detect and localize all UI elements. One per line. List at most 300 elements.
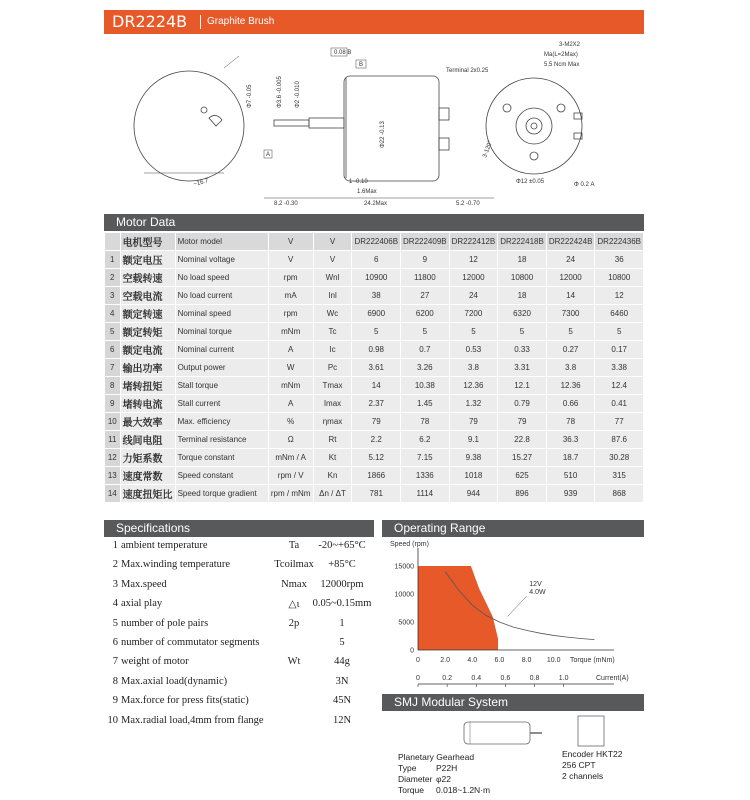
value-cell: 3.8 bbox=[450, 359, 498, 376]
value-cell: 5 bbox=[450, 323, 498, 340]
param-cn: 力矩系数 bbox=[121, 449, 175, 466]
value-cell: 7300 bbox=[547, 305, 595, 322]
param-cn: 速度扭矩比 bbox=[121, 485, 175, 502]
value-cell: 1.45 bbox=[401, 395, 449, 412]
value-cell: 0.27 bbox=[547, 341, 595, 358]
value-cell: 5 bbox=[498, 323, 546, 340]
x-tick-label: 0 bbox=[416, 657, 420, 664]
model-cell: DR222412B bbox=[450, 233, 498, 250]
value-cell: 12 bbox=[450, 251, 498, 268]
value-cell: 3.38 bbox=[595, 359, 643, 376]
drawing-dim: Ma(L=2Max) bbox=[544, 52, 578, 58]
gearhead-spec-value: P22H bbox=[436, 763, 458, 773]
value-cell: 7.15 bbox=[401, 449, 449, 466]
param-symbol: Imax bbox=[314, 395, 352, 412]
value-cell: 36.3 bbox=[547, 431, 595, 448]
spec-number: 9 bbox=[112, 695, 118, 707]
value-cell: 1018 bbox=[450, 467, 498, 484]
value-cell: 6 bbox=[352, 251, 400, 268]
spec-number: 2 bbox=[112, 559, 118, 571]
spec-value: +85°C bbox=[328, 559, 356, 571]
spec-row bbox=[104, 618, 374, 637]
header-unit: V bbox=[269, 233, 313, 250]
table-header-row bbox=[105, 233, 643, 250]
value-cell: 12.36 bbox=[450, 377, 498, 394]
operating-range-title: Operating Range bbox=[394, 521, 486, 535]
param-unit: rpm / V bbox=[269, 467, 313, 484]
drawing-dim: Φ12 ±0.05 bbox=[516, 179, 545, 185]
param-cn: 空载转速 bbox=[121, 269, 175, 286]
y-tick-label: 5000 bbox=[398, 619, 414, 627]
param-unit: rpm bbox=[269, 269, 313, 286]
drawing-dim: ~16.7 bbox=[192, 178, 210, 188]
gearhead-spec-label: Type bbox=[398, 763, 417, 773]
value-cell: 9.1 bbox=[450, 431, 498, 448]
spec-row bbox=[104, 559, 374, 578]
table-row bbox=[105, 485, 643, 502]
spec-symbol: Wt bbox=[287, 656, 301, 668]
value-cell: 78 bbox=[401, 413, 449, 430]
spec-value: 0.05~0.15mm bbox=[312, 598, 372, 610]
spec-label: number of commutator segments bbox=[121, 636, 260, 648]
param-unit: mNm / A bbox=[269, 449, 313, 466]
value-cell: 14 bbox=[352, 377, 400, 394]
value-cell: 6900 bbox=[352, 305, 400, 322]
value-cell: 9.38 bbox=[450, 449, 498, 466]
param-unit: W bbox=[269, 359, 313, 376]
param-symbol: V bbox=[314, 251, 352, 268]
specifications-title: Specifications bbox=[116, 521, 191, 535]
spec-symbol: 2p bbox=[288, 617, 300, 629]
motor-data-heading bbox=[104, 214, 644, 231]
drawing-dim: 1 -0.10 bbox=[349, 179, 368, 185]
table-row bbox=[105, 413, 643, 430]
drawing-dim: 0.08 B bbox=[334, 50, 352, 56]
spec-value: 12000rpm bbox=[320, 578, 364, 590]
value-cell: 0.41 bbox=[595, 395, 643, 412]
gearhead-name: Planetary Gearhead bbox=[398, 752, 475, 762]
spec-value: 1 bbox=[339, 617, 345, 629]
model-cell: DR222418B bbox=[498, 233, 546, 250]
value-cell: 12 bbox=[595, 287, 643, 304]
param-cn: 额定电压 bbox=[121, 251, 175, 268]
value-cell: 6200 bbox=[401, 305, 449, 322]
table-row bbox=[105, 467, 643, 484]
y-tick-label: 10000 bbox=[394, 591, 414, 599]
encoder-line: 2 channels bbox=[562, 771, 604, 781]
spec-number: 1 bbox=[112, 540, 118, 551]
x-tick-label: 2.0 bbox=[440, 657, 451, 664]
spec-label: Max.winding temperature bbox=[121, 559, 231, 571]
value-cell: 12.1 bbox=[498, 377, 546, 394]
gearhead-spec-label: Torque bbox=[398, 785, 424, 795]
gearhead-spec-row bbox=[398, 774, 568, 785]
param-cn: 空载电流 bbox=[121, 287, 175, 304]
table-row bbox=[105, 323, 643, 340]
param-unit: A bbox=[269, 341, 313, 358]
value-cell: 0.98 bbox=[352, 341, 400, 358]
spec-number: 8 bbox=[112, 675, 118, 687]
spec-number: 4 bbox=[112, 598, 118, 610]
y-tick-label: 15000 bbox=[394, 563, 414, 571]
param-en: Nominal torque bbox=[176, 323, 268, 340]
spec-row bbox=[104, 715, 374, 734]
value-cell: 1336 bbox=[401, 467, 449, 484]
value-cell: 2.2 bbox=[352, 431, 400, 448]
param-symbol: Kt bbox=[314, 449, 352, 466]
x-tick-label: 8.0 bbox=[521, 657, 532, 664]
x-tick-label: 4.0 bbox=[467, 657, 478, 664]
value-cell: 510 bbox=[547, 467, 595, 484]
drawing-dim: Φ3.6 -0.005 bbox=[277, 76, 283, 108]
value-cell: 0.7 bbox=[401, 341, 449, 358]
row-number: 13 bbox=[105, 467, 120, 484]
value-cell: 10800 bbox=[498, 269, 546, 286]
drawing-dim: B bbox=[359, 62, 364, 68]
param-symbol: Tc bbox=[314, 323, 352, 340]
value-cell: 3.26 bbox=[401, 359, 449, 376]
spec-label: axial play bbox=[121, 598, 163, 610]
param-en: Nominal current bbox=[176, 341, 268, 358]
gearhead-spec-row bbox=[398, 785, 568, 796]
param-symbol: Inl bbox=[314, 287, 352, 304]
table-row bbox=[105, 395, 643, 412]
param-unit: mNm bbox=[269, 323, 313, 340]
value-cell: 10900 bbox=[352, 269, 400, 286]
param-cn: 堵转扭矩 bbox=[121, 377, 175, 394]
value-cell: 78 bbox=[547, 413, 595, 430]
specifications-list bbox=[104, 540, 374, 734]
value-cell: 27 bbox=[401, 287, 449, 304]
table-row bbox=[105, 431, 643, 448]
spec-label: Max.axial load(dynamic) bbox=[121, 675, 228, 687]
spec-row bbox=[104, 579, 374, 598]
header-sym: V bbox=[314, 233, 352, 250]
drawing-dim: 3-120° bbox=[482, 139, 494, 159]
drawing-dim: Φ2 -0.010 bbox=[295, 81, 301, 108]
value-cell: 18 bbox=[498, 287, 546, 304]
value-cell: 944 bbox=[450, 485, 498, 502]
spec-symbol: Tcoilmax bbox=[274, 559, 314, 571]
value-cell: 7200 bbox=[450, 305, 498, 322]
value-cell: 5 bbox=[595, 323, 643, 340]
drawing-dim: 5.2 -0.70 bbox=[456, 201, 480, 207]
drawing-dim: Φ22 -0.13 bbox=[380, 121, 386, 148]
drawing-dim: Φ7 -0.05 bbox=[247, 84, 253, 108]
param-cn: 线间电阻 bbox=[121, 431, 175, 448]
param-unit: rpm bbox=[269, 305, 313, 322]
value-cell: 5.12 bbox=[352, 449, 400, 466]
header-num bbox=[105, 233, 120, 250]
spec-row bbox=[104, 656, 374, 675]
param-cn: 额定转速 bbox=[121, 305, 175, 322]
param-symbol: Kn bbox=[314, 467, 352, 484]
spec-value: 44g bbox=[334, 656, 350, 668]
smj-title: SMJ Modular System bbox=[394, 695, 509, 709]
spec-value: 45N bbox=[332, 695, 352, 707]
back-view-right bbox=[486, 78, 582, 174]
value-cell: 0.66 bbox=[547, 395, 595, 412]
param-unit: mNm bbox=[269, 377, 313, 394]
encoder-name: Encoder HKT22 bbox=[562, 749, 623, 759]
drawing-dim: Terminal 2x0.25 bbox=[446, 68, 489, 74]
param-symbol: Tmax bbox=[314, 377, 352, 394]
spec-number: 10 bbox=[107, 714, 118, 726]
spec-symbol: Nmax bbox=[281, 578, 307, 590]
param-symbol: Wc bbox=[314, 305, 352, 322]
spec-label: Max.radial load,4mm from flange bbox=[121, 714, 264, 726]
table-row bbox=[105, 377, 643, 394]
row-number: 7 bbox=[105, 359, 120, 376]
row-number: 5 bbox=[105, 323, 120, 340]
param-en: No load current bbox=[176, 287, 268, 304]
value-cell: 939 bbox=[547, 485, 595, 502]
value-cell: 24 bbox=[450, 287, 498, 304]
gearhead-spec-value: 0.018~1.2N·m bbox=[436, 785, 491, 795]
param-en: Speed constant bbox=[176, 467, 268, 484]
value-cell: 38 bbox=[352, 287, 400, 304]
model-title: DR2224B bbox=[112, 12, 188, 31]
datasheet-header bbox=[104, 10, 644, 34]
param-en: Max. efficiency bbox=[176, 413, 268, 430]
param-en: Stall torque bbox=[176, 377, 268, 394]
spec-value: 5 bbox=[339, 636, 345, 648]
row-number: 1 bbox=[105, 251, 120, 268]
value-cell: 1.32 bbox=[450, 395, 498, 412]
motor-data-table bbox=[104, 232, 644, 503]
param-unit: Ω bbox=[269, 431, 313, 448]
spec-row bbox=[104, 676, 374, 695]
encoder-line: 256 CPT bbox=[562, 760, 596, 770]
value-cell: 2.37 bbox=[352, 395, 400, 412]
value-cell: 3.8 bbox=[547, 359, 595, 376]
param-cn: 额定转矩 bbox=[121, 323, 175, 340]
brush-type: Graphite Brush bbox=[207, 16, 275, 27]
x2-axis-label: Current(A) bbox=[596, 675, 629, 682]
value-cell: 12.4 bbox=[595, 377, 643, 394]
param-en: Nominal voltage bbox=[176, 251, 268, 268]
x2-tick-label: 0 bbox=[416, 675, 420, 682]
param-en: Nominal speed bbox=[176, 305, 268, 322]
param-cn: 额定电流 bbox=[121, 341, 175, 358]
param-unit: rpm / mNm bbox=[269, 485, 313, 502]
value-cell: 315 bbox=[595, 467, 643, 484]
operating-region bbox=[418, 566, 498, 650]
value-cell: 0.33 bbox=[498, 341, 546, 358]
drawing-dim: Φ 0.2 A bbox=[574, 182, 595, 188]
spec-label: ambient temperature bbox=[121, 540, 208, 551]
value-cell: 24 bbox=[547, 251, 595, 268]
header-cn: 电机型号 bbox=[121, 233, 175, 250]
spec-value: 3N bbox=[335, 675, 349, 687]
x2-tick-label: 0.4 bbox=[471, 675, 482, 682]
row-number: 11 bbox=[105, 431, 120, 448]
spec-label: Max.speed bbox=[121, 578, 167, 590]
param-unit: V bbox=[269, 251, 313, 268]
value-cell: 1866 bbox=[352, 467, 400, 484]
value-cell: 11800 bbox=[401, 269, 449, 286]
drawing-dim: 8.2 -0.30 bbox=[274, 201, 298, 207]
param-en: Torque constant bbox=[176, 449, 268, 466]
value-cell: 6460 bbox=[595, 305, 643, 322]
spec-label: Max.force for press fits(static) bbox=[121, 695, 249, 707]
value-cell: 12.36 bbox=[547, 377, 595, 394]
param-symbol: Wnl bbox=[314, 269, 352, 286]
table-row bbox=[105, 359, 643, 376]
row-number: 3 bbox=[105, 287, 120, 304]
param-en: Stall current bbox=[176, 395, 268, 412]
specifications-heading bbox=[104, 520, 374, 537]
gearhead-spec-label: Diameter bbox=[398, 774, 433, 784]
model-cell: DR222424B bbox=[547, 233, 595, 250]
param-symbol: Δn / ΔT bbox=[314, 485, 352, 502]
value-cell: 79 bbox=[450, 413, 498, 430]
spec-symbol: Ta bbox=[288, 540, 300, 551]
value-cell: 77 bbox=[595, 413, 643, 430]
value-cell: 14 bbox=[547, 287, 595, 304]
drawing-dim: 1.6Max bbox=[357, 189, 377, 195]
value-cell: 3.61 bbox=[352, 359, 400, 376]
value-cell: 30.28 bbox=[595, 449, 643, 466]
value-cell: 868 bbox=[595, 485, 643, 502]
value-cell: 0.79 bbox=[498, 395, 546, 412]
table-row bbox=[105, 305, 643, 322]
table-row bbox=[105, 251, 643, 268]
param-en: Output power bbox=[176, 359, 268, 376]
value-cell: 79 bbox=[352, 413, 400, 430]
model-cell: DR222436B bbox=[595, 233, 643, 250]
value-cell: 0.53 bbox=[450, 341, 498, 358]
model-cell: DR222406B bbox=[352, 233, 400, 250]
encoder-illustration bbox=[572, 714, 612, 750]
row-number: 14 bbox=[105, 485, 120, 502]
gearhead-spec-row bbox=[398, 763, 568, 774]
param-en: Terminal resistance bbox=[176, 431, 268, 448]
row-number: 6 bbox=[105, 341, 120, 358]
value-cell: 18.7 bbox=[547, 449, 595, 466]
table-row bbox=[105, 449, 643, 466]
table-row bbox=[105, 341, 643, 358]
param-symbol: Ic bbox=[314, 341, 352, 358]
value-cell: 625 bbox=[498, 467, 546, 484]
value-cell: 896 bbox=[498, 485, 546, 502]
spec-number: 6 bbox=[112, 636, 118, 648]
curve-annotation: 4.0W bbox=[529, 589, 546, 596]
param-unit: A bbox=[269, 395, 313, 412]
spec-value: 12N bbox=[332, 714, 352, 726]
drawing-dim: A bbox=[266, 152, 271, 158]
annotation-leader bbox=[508, 596, 527, 616]
param-symbol: ηmax bbox=[314, 413, 352, 430]
value-cell: 10800 bbox=[595, 269, 643, 286]
row-number: 2 bbox=[105, 269, 120, 286]
value-cell: 6.2 bbox=[401, 431, 449, 448]
param-unit: mA bbox=[269, 287, 313, 304]
motor-data-title: Motor Data bbox=[116, 215, 176, 229]
dimension-drawing bbox=[104, 38, 644, 210]
spec-label: number of pole pairs bbox=[121, 617, 209, 629]
value-cell: 18 bbox=[498, 251, 546, 268]
x-tick-label: 10.0 bbox=[546, 657, 561, 664]
y-axis-label: Speed (rpm) bbox=[390, 541, 429, 548]
value-cell: 9 bbox=[401, 251, 449, 268]
spec-value: -20~+65°C bbox=[318, 540, 366, 551]
header-en: Motor model bbox=[176, 233, 268, 250]
y-tick-label: 0 bbox=[410, 647, 414, 655]
front-view-left bbox=[134, 56, 244, 181]
curve-annotation: 12V bbox=[529, 581, 542, 589]
gearhead-illustration bbox=[456, 716, 546, 750]
header-divider bbox=[200, 15, 201, 29]
spec-row bbox=[104, 695, 374, 714]
value-cell: 22.8 bbox=[498, 431, 546, 448]
spec-number: 5 bbox=[112, 617, 118, 629]
row-number: 4 bbox=[105, 305, 120, 322]
param-unit: % bbox=[269, 413, 313, 430]
param-en: No load speed bbox=[176, 269, 268, 286]
value-cell: 3.31 bbox=[498, 359, 546, 376]
row-number: 9 bbox=[105, 395, 120, 412]
param-en: Speed torque gradient bbox=[176, 485, 268, 502]
x2-tick-label: 0.2 bbox=[442, 675, 453, 682]
value-cell: 5 bbox=[547, 323, 595, 340]
value-cell: 87.6 bbox=[595, 431, 643, 448]
x2-tick-label: 0.8 bbox=[529, 675, 540, 682]
drawing-dim: 3-M2X2 bbox=[559, 42, 581, 48]
value-cell: 5 bbox=[401, 323, 449, 340]
param-symbol: Rt bbox=[314, 431, 352, 448]
value-cell: 6320 bbox=[498, 305, 546, 322]
param-cn: 速度常数 bbox=[121, 467, 175, 484]
value-cell: 36 bbox=[595, 251, 643, 268]
value-cell: 12000 bbox=[450, 269, 498, 286]
gearhead-specs bbox=[398, 763, 568, 796]
drawing-dim: 5.5 Ncm Max bbox=[544, 62, 580, 68]
spec-symbol: △ι bbox=[288, 599, 300, 611]
spec-row bbox=[104, 637, 374, 656]
value-cell: 781 bbox=[352, 485, 400, 502]
table-row bbox=[105, 287, 643, 304]
smj-heading bbox=[382, 694, 644, 711]
smj-panel bbox=[382, 712, 644, 800]
param-cn: 最大效率 bbox=[121, 413, 175, 430]
row-number: 8 bbox=[105, 377, 120, 394]
operating-range-heading bbox=[382, 520, 644, 537]
spec-number: 7 bbox=[112, 656, 118, 668]
row-number: 12 bbox=[105, 449, 120, 466]
drawing-dim: 24.2Max bbox=[364, 201, 388, 207]
model-cell: DR222409B bbox=[401, 233, 449, 250]
spec-row bbox=[104, 540, 374, 559]
table-row bbox=[105, 269, 643, 286]
x2-tick-label: 1.0 bbox=[558, 675, 569, 682]
param-cn: 输出功率 bbox=[121, 359, 175, 376]
spec-number: 3 bbox=[112, 578, 118, 590]
value-cell: 1114 bbox=[401, 485, 449, 502]
param-cn: 堵转电流 bbox=[121, 395, 175, 412]
value-cell: 0.17 bbox=[595, 341, 643, 358]
x-axis-label: Torque (mNm) bbox=[570, 657, 615, 664]
value-cell: 12000 bbox=[547, 269, 595, 286]
value-cell: 79 bbox=[498, 413, 546, 430]
gearhead-spec-value: φ22 bbox=[436, 774, 451, 784]
value-cell: 10.38 bbox=[401, 377, 449, 394]
row-number: 10 bbox=[105, 413, 120, 430]
operating-range-chart bbox=[382, 538, 644, 690]
spec-row bbox=[104, 598, 374, 617]
x-tick-label: 6.0 bbox=[494, 657, 505, 664]
value-cell: 15.27 bbox=[498, 449, 546, 466]
